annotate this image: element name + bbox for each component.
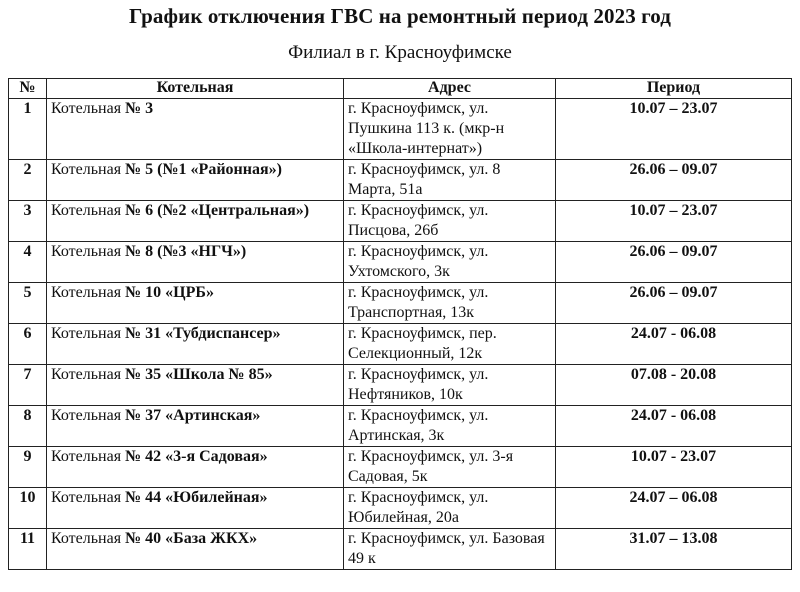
header-boiler: Котельная	[47, 79, 344, 99]
row-number: 4	[9, 242, 47, 283]
boiler-name	[47, 242, 344, 283]
boiler-name-prefix: Котельная	[51, 161, 126, 178]
row-number: 5	[9, 283, 47, 324]
period-cell: 31.07 – 13.08	[556, 529, 792, 570]
address-cell: г. Красноуфимск, ул. Базовая 49 к	[344, 529, 556, 570]
boiler-name-number: № 35 «Школа № 85»	[125, 366, 273, 383]
address-cell: г. Красноуфимск, ул. Юбилейная, 20а	[344, 488, 556, 529]
period-cell: 10.07 – 23.07	[556, 201, 792, 242]
boiler-name	[47, 488, 344, 529]
period-cell: 24.07 – 06.08	[556, 488, 792, 529]
boiler-name	[47, 447, 344, 488]
table-row	[9, 242, 792, 283]
boiler-name	[47, 160, 344, 201]
boiler-name-number: № 10 «ЦРБ»	[125, 284, 214, 301]
boiler-name-prefix: Котельная	[51, 325, 126, 342]
address-cell: г. Красноуфимск, ул. Ухтомского, 3к	[344, 242, 556, 283]
boiler-name-number: № 40 «База ЖКХ»	[125, 530, 258, 547]
boiler-name	[47, 406, 344, 447]
boiler-name-number: № 8 (№3 «НГЧ»)	[125, 243, 247, 260]
table-row	[9, 529, 792, 570]
boiler-name-number: № 44 «Юбилейная»	[125, 489, 268, 506]
boiler-name-number: № 37 «Артинская»	[125, 407, 261, 424]
schedule-table	[8, 78, 792, 570]
table-row	[9, 488, 792, 529]
table-row	[9, 283, 792, 324]
table-row	[9, 160, 792, 201]
period-cell: 24.07 - 06.08	[556, 324, 792, 365]
table-row	[9, 365, 792, 406]
address-cell: г. Красноуфимск, ул. Пушкина 113 к. (мкр-н «Школа-интернат»)	[344, 99, 556, 160]
boiler-name-prefix: Котельная	[51, 100, 126, 117]
address-cell: г. Красноуфимск, ул. 3-я Садовая, 5к	[344, 447, 556, 488]
boiler-name-number: № 6 (№2 «Центральная»)	[125, 202, 310, 219]
boiler-name-number: № 31 «Тубдиспансер»	[125, 325, 281, 342]
row-number: 8	[9, 406, 47, 447]
address-cell: г. Красноуфимск, ул. Нефтяников, 10к	[344, 365, 556, 406]
table-row	[9, 406, 792, 447]
boiler-name-prefix: Котельная	[51, 448, 126, 465]
boiler-name-number: № 5 (№1 «Районная»)	[125, 161, 282, 178]
document-subtitle: Филиал в г. Красноуфимске	[288, 42, 512, 63]
row-number: 2	[9, 160, 47, 201]
table-row	[9, 99, 792, 160]
period-cell: 26.06 – 09.07	[556, 242, 792, 283]
boiler-name-prefix: Котельная	[51, 489, 126, 506]
period-cell: 07.08 - 20.08	[556, 365, 792, 406]
address-cell: г. Красноуфимск, ул. Артинская, 3к	[344, 406, 556, 447]
boiler-name	[47, 529, 344, 570]
boiler-name-prefix: Котельная	[51, 530, 126, 547]
header-address: Адрес	[344, 79, 556, 99]
boiler-name-prefix: Котельная	[51, 243, 126, 260]
header-period: Период	[556, 79, 792, 99]
row-number: 10	[9, 488, 47, 529]
boiler-name	[47, 99, 344, 160]
boiler-name-prefix: Котельная	[51, 366, 126, 383]
address-cell: г. Красноуфимск, ул. 8 Марта, 51а	[344, 160, 556, 201]
boiler-name-prefix: Котельная	[51, 407, 126, 424]
period-cell: 26.06 – 09.07	[556, 283, 792, 324]
period-cell: 26.06 – 09.07	[556, 160, 792, 201]
row-number: 1	[9, 99, 47, 160]
boiler-name	[47, 324, 344, 365]
boiler-name-number: № 3	[125, 100, 154, 117]
header-number: №	[9, 79, 47, 99]
table-row	[9, 201, 792, 242]
period-cell: 10.07 - 23.07	[556, 447, 792, 488]
address-cell: г. Красноуфимск, ул. Транспортная, 13к	[344, 283, 556, 324]
document-title: График отключения ГВС на ремонтный период 2023 год	[128, 4, 671, 28]
row-number: 3	[9, 201, 47, 242]
row-number: 11	[9, 529, 47, 570]
period-cell: 24.07 - 06.08	[556, 406, 792, 447]
table-row	[9, 447, 792, 488]
address-cell: г. Красноуфимск, ул. Писцова, 26б	[344, 201, 556, 242]
boiler-name	[47, 201, 344, 242]
row-number: 6	[9, 324, 47, 365]
period-cell: 10.07 – 23.07	[556, 99, 792, 160]
boiler-name-prefix: Котельная	[51, 284, 126, 301]
address-cell: г. Красноуфимск, пер. Селекционный, 12к	[344, 324, 556, 365]
boiler-name	[47, 283, 344, 324]
boiler-name	[47, 365, 344, 406]
table-row	[9, 324, 792, 365]
row-number: 7	[9, 365, 47, 406]
boiler-name-number: № 42 «3-я Садовая»	[125, 448, 268, 465]
table-header-row	[9, 79, 792, 99]
row-number: 9	[9, 447, 47, 488]
boiler-name-prefix: Котельная	[51, 202, 126, 219]
